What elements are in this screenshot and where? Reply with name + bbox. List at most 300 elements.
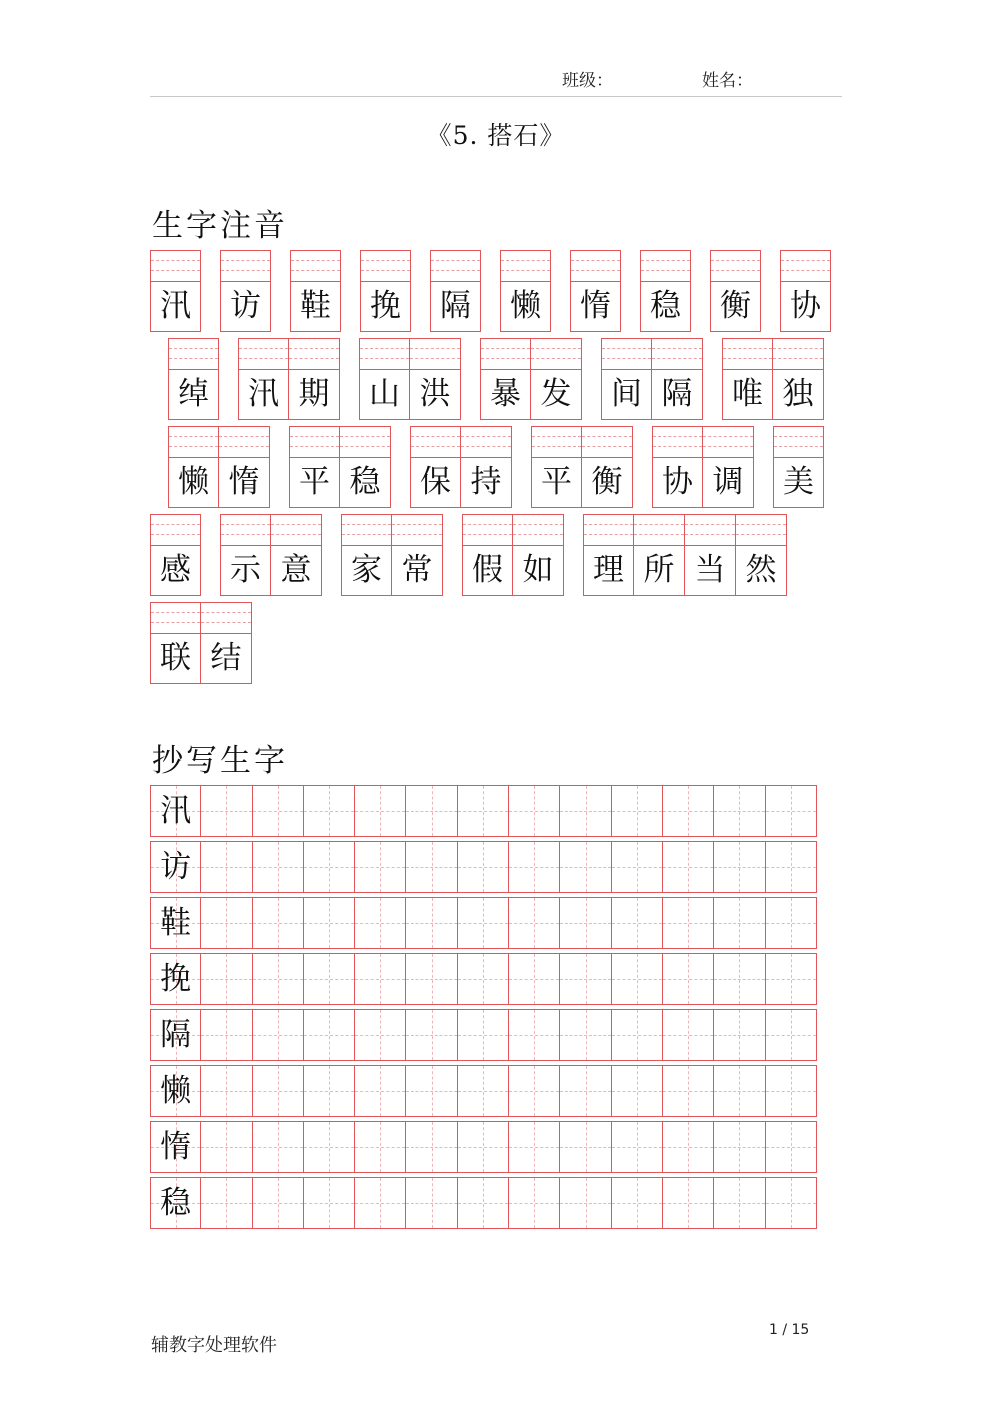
guide-line xyxy=(406,923,456,924)
guide-line xyxy=(663,867,713,868)
guide-line xyxy=(304,1035,354,1036)
pinyin-word-group xyxy=(168,426,270,508)
guide-line xyxy=(766,1147,816,1148)
writing-box[interactable] xyxy=(253,1009,304,1061)
tianzige-cell xyxy=(150,250,201,332)
hanzi-char: 洪 xyxy=(419,376,451,412)
pinyin-blank[interactable] xyxy=(571,251,620,282)
tianzige-cell xyxy=(500,250,551,332)
hanzi-char: 期 xyxy=(298,376,330,412)
guide-line xyxy=(201,1203,251,1204)
writing-box[interactable] xyxy=(766,1177,817,1229)
pinyin-blank[interactable] xyxy=(360,339,409,370)
writing-box[interactable] xyxy=(304,897,355,949)
tianzige-cell xyxy=(238,338,289,420)
pinyin-blank[interactable] xyxy=(342,515,391,546)
model-char: 惰 xyxy=(160,1128,192,1165)
guide-line xyxy=(253,1091,303,1092)
tianzige-cell xyxy=(341,514,392,596)
writing-box[interactable] xyxy=(304,785,355,837)
writing-box[interactable] xyxy=(663,1009,714,1061)
pinyin-word-group xyxy=(360,250,411,332)
pinyin-blank[interactable] xyxy=(169,339,218,370)
hanzi-char: 美 xyxy=(783,464,814,500)
pinyin-word-group xyxy=(150,250,201,332)
hanzi-char: 协 xyxy=(790,288,821,324)
pinyin-blank[interactable] xyxy=(392,515,442,546)
pinyin-word-group xyxy=(341,514,443,596)
guide-line xyxy=(766,923,816,924)
writing-box[interactable] xyxy=(304,1177,355,1229)
hanzi-char: 稳 xyxy=(650,288,681,324)
pinyin-blank[interactable] xyxy=(290,427,339,458)
tianzige-cell xyxy=(531,426,582,508)
guide-line xyxy=(458,979,508,980)
writing-box[interactable] xyxy=(663,1065,714,1117)
writing-box[interactable] xyxy=(509,1177,560,1229)
writing-box[interactable] xyxy=(560,1009,611,1061)
guide-line xyxy=(406,811,456,812)
guide-line xyxy=(253,1147,303,1148)
pinyin-blank[interactable] xyxy=(151,603,200,634)
writing-box[interactable] xyxy=(509,785,560,837)
tianzige-cell xyxy=(168,338,219,420)
guide-line xyxy=(253,979,303,980)
hanzi-char: 鞋 xyxy=(300,288,331,324)
guide-line xyxy=(560,811,610,812)
writing-box[interactable] xyxy=(201,897,252,949)
guide-line xyxy=(406,1035,456,1036)
guide-line xyxy=(509,1203,559,1204)
pinyin-blank[interactable] xyxy=(271,515,321,546)
guide-line xyxy=(560,923,610,924)
writing-box[interactable] xyxy=(612,1177,663,1229)
guide-line xyxy=(766,979,816,980)
guide-line xyxy=(663,1203,713,1204)
section-title-copy: 抄写生字 xyxy=(152,743,288,779)
pinyin-blank[interactable] xyxy=(340,427,390,458)
guide-line xyxy=(663,1035,713,1036)
pinyin-word-group xyxy=(168,338,219,420)
writing-box[interactable] xyxy=(304,1009,355,1061)
guide-line xyxy=(560,979,610,980)
guide-line xyxy=(560,1035,610,1036)
writing-box[interactable] xyxy=(406,1121,457,1173)
tianzige-cell xyxy=(150,602,201,684)
guide-line xyxy=(355,923,405,924)
model-char-box xyxy=(150,1121,201,1173)
writing-box[interactable] xyxy=(766,1009,817,1061)
hanzi-char: 持 xyxy=(470,464,502,500)
guide-line xyxy=(304,1203,354,1204)
writing-box[interactable] xyxy=(355,897,406,949)
guide-line xyxy=(355,1147,405,1148)
pinyin-blank[interactable] xyxy=(169,427,218,458)
writing-box[interactable] xyxy=(612,841,663,893)
hanzi-char: 隔 xyxy=(661,376,693,412)
writing-box[interactable] xyxy=(766,1121,817,1173)
writing-box[interactable] xyxy=(253,1177,304,1229)
model-char-box xyxy=(150,1177,201,1229)
pinyin-blank[interactable] xyxy=(531,339,581,370)
writing-box[interactable] xyxy=(714,1065,765,1117)
guide-line xyxy=(201,1035,251,1036)
writing-box[interactable] xyxy=(509,953,560,1005)
writing-box[interactable] xyxy=(612,1065,663,1117)
model-char: 稳 xyxy=(160,1184,192,1221)
tianzige-cell xyxy=(685,514,736,596)
writing-box[interactable] xyxy=(406,1065,457,1117)
pinyin-blank[interactable] xyxy=(582,427,632,458)
writing-box[interactable] xyxy=(663,841,714,893)
model-char: 汛 xyxy=(160,792,192,829)
pinyin-blank[interactable] xyxy=(513,515,563,546)
pinyin-blank[interactable] xyxy=(361,251,410,282)
pinyin-blank[interactable] xyxy=(584,515,633,546)
pinyin-word-group xyxy=(780,250,831,332)
guide-line xyxy=(714,1035,764,1036)
writing-box[interactable] xyxy=(663,1177,714,1229)
guide-line xyxy=(663,979,713,980)
hanzi-char: 示 xyxy=(230,552,261,588)
model-char: 挽 xyxy=(160,960,192,997)
writing-box[interactable] xyxy=(663,897,714,949)
pinyin-blank[interactable] xyxy=(411,427,460,458)
pinyin-blank[interactable] xyxy=(151,251,200,282)
writing-box[interactable] xyxy=(663,1121,714,1173)
writing-box[interactable] xyxy=(406,897,457,949)
guide-line xyxy=(612,1035,662,1036)
hanzi-char: 山 xyxy=(369,376,400,412)
guide-line xyxy=(766,1091,816,1092)
pinyin-blank[interactable] xyxy=(532,427,581,458)
pinyin-blank[interactable] xyxy=(289,339,339,370)
writing-box[interactable] xyxy=(766,785,817,837)
pinyin-word-group xyxy=(220,250,271,332)
tianzige-cell xyxy=(359,338,410,420)
guide-line xyxy=(355,811,405,812)
pinyin-blank[interactable] xyxy=(221,251,270,282)
guide-line xyxy=(458,923,508,924)
tianzige-cell xyxy=(360,250,411,332)
hanzi-char: 理 xyxy=(593,552,624,588)
writing-box[interactable] xyxy=(509,841,560,893)
writing-box[interactable] xyxy=(612,1121,663,1173)
writing-box[interactable] xyxy=(560,1121,611,1173)
hanzi-char: 汛 xyxy=(248,376,279,412)
pinyin-blank[interactable] xyxy=(774,427,823,458)
hanzi-char: 如 xyxy=(522,552,554,588)
pinyin-blank[interactable] xyxy=(736,515,786,546)
model-char: 懒 xyxy=(160,1072,192,1109)
pinyin-blank[interactable] xyxy=(703,427,753,458)
pinyin-blank[interactable] xyxy=(461,427,511,458)
tianzige-cell xyxy=(652,426,703,508)
pinyin-blank[interactable] xyxy=(685,515,735,546)
writing-box[interactable] xyxy=(509,897,560,949)
guide-line xyxy=(714,923,764,924)
guide-line xyxy=(612,811,662,812)
page-number: 1 / 15 xyxy=(769,1322,810,1338)
pinyin-blank[interactable] xyxy=(634,515,684,546)
pinyin-word-group xyxy=(710,250,761,332)
tianzige-cell xyxy=(640,250,691,332)
writing-box[interactable] xyxy=(458,897,509,949)
pinyin-word-group xyxy=(652,426,754,508)
pinyin-blank[interactable] xyxy=(291,251,340,282)
writing-box[interactable] xyxy=(458,1065,509,1117)
writing-box[interactable] xyxy=(509,1121,560,1173)
hanzi-char: 常 xyxy=(401,552,433,588)
writing-box[interactable] xyxy=(304,1065,355,1117)
writing-box[interactable] xyxy=(560,897,611,949)
writing-box[interactable] xyxy=(355,1065,406,1117)
writing-box[interactable] xyxy=(458,1177,509,1229)
tianzige-cell xyxy=(290,250,341,332)
tianzige-cell xyxy=(392,514,443,596)
pinyin-blank[interactable] xyxy=(221,515,270,546)
tianzige-cell xyxy=(219,426,270,508)
copy-row xyxy=(150,785,817,837)
model-char: 访 xyxy=(160,848,192,885)
model-char-box xyxy=(150,897,201,949)
pinyin-blank[interactable] xyxy=(151,515,200,546)
writing-box[interactable] xyxy=(714,785,765,837)
guide-line xyxy=(406,1091,456,1092)
writing-box[interactable] xyxy=(406,1009,457,1061)
writing-box[interactable] xyxy=(201,841,252,893)
hanzi-char: 当 xyxy=(694,552,726,588)
pinyin-blank[interactable] xyxy=(463,515,512,546)
writing-box[interactable] xyxy=(714,897,765,949)
hanzi-char: 稳 xyxy=(349,464,381,500)
guide-line xyxy=(766,1203,816,1204)
hanzi-char: 间 xyxy=(611,376,642,412)
writing-box[interactable] xyxy=(253,897,304,949)
pinyin-blank[interactable] xyxy=(602,339,651,370)
tianzige-cell xyxy=(220,514,271,596)
copy-row xyxy=(150,897,817,949)
model-char-box xyxy=(150,953,201,1005)
hanzi-char: 假 xyxy=(472,552,503,588)
pinyin-blank[interactable] xyxy=(501,251,550,282)
hanzi-char: 绰 xyxy=(178,376,209,412)
tianzige-cell xyxy=(201,602,252,684)
hanzi-char: 汛 xyxy=(160,288,191,324)
pinyin-word-group xyxy=(601,338,703,420)
guide-line xyxy=(406,1147,456,1148)
hanzi-char: 惰 xyxy=(580,288,611,324)
guide-line xyxy=(201,979,251,980)
writing-box[interactable] xyxy=(509,1065,560,1117)
guide-line xyxy=(509,979,559,980)
pinyin-blank[interactable] xyxy=(410,339,460,370)
pinyin-blank[interactable] xyxy=(773,339,823,370)
footer-software: 辅教字处理软件 xyxy=(151,1335,277,1356)
model-char: 隔 xyxy=(160,1016,192,1053)
copy-row xyxy=(150,1121,817,1173)
writing-box[interactable] xyxy=(560,785,611,837)
tianzige-cell xyxy=(583,514,634,596)
hanzi-char: 衡 xyxy=(591,464,623,500)
document-title: 《5. 搭石》 xyxy=(426,121,566,150)
writing-box[interactable] xyxy=(304,1121,355,1173)
tianzige-cell xyxy=(582,426,633,508)
pinyin-blank[interactable] xyxy=(723,339,772,370)
pinyin-blank[interactable] xyxy=(239,339,288,370)
writing-box[interactable] xyxy=(560,1177,611,1229)
writing-box[interactable] xyxy=(560,1065,611,1117)
pinyin-word-group xyxy=(500,250,551,332)
guide-line xyxy=(201,1147,251,1148)
guide-line xyxy=(304,979,354,980)
tianzige-cell xyxy=(430,250,481,332)
tianzige-cell xyxy=(410,338,461,420)
writing-box[interactable] xyxy=(458,841,509,893)
guide-line xyxy=(458,1035,508,1036)
section-title-pinyin: 生字注音 xyxy=(152,208,288,244)
pinyin-blank[interactable] xyxy=(201,603,251,634)
writing-box[interactable] xyxy=(304,841,355,893)
guide-line xyxy=(560,1203,610,1204)
writing-box[interactable] xyxy=(406,841,457,893)
guide-line xyxy=(406,867,456,868)
guide-line xyxy=(355,1091,405,1092)
guide-line xyxy=(406,1203,456,1204)
writing-box[interactable] xyxy=(612,785,663,837)
guide-line xyxy=(201,867,251,868)
writing-box[interactable] xyxy=(253,1065,304,1117)
pinyin-blank[interactable] xyxy=(652,339,702,370)
writing-box[interactable] xyxy=(560,953,611,1005)
model-char: 鞋 xyxy=(160,904,192,941)
guide-line xyxy=(714,979,764,980)
writing-box[interactable] xyxy=(766,953,817,1005)
writing-box[interactable] xyxy=(714,1121,765,1173)
pinyin-word-group xyxy=(570,250,621,332)
guide-line xyxy=(714,1147,764,1148)
guide-line xyxy=(509,1091,559,1092)
pinyin-word-group xyxy=(410,426,512,508)
guide-line xyxy=(612,923,662,924)
hanzi-char: 意 xyxy=(280,552,312,588)
writing-box[interactable] xyxy=(253,841,304,893)
pinyin-blank[interactable] xyxy=(219,427,269,458)
writing-box[interactable] xyxy=(406,1177,457,1229)
pinyin-blank[interactable] xyxy=(653,427,702,458)
tianzige-cell xyxy=(220,250,271,332)
writing-box[interactable] xyxy=(253,1121,304,1173)
guide-line xyxy=(766,867,816,868)
writing-box[interactable] xyxy=(560,841,611,893)
tianzige-cell xyxy=(480,338,531,420)
writing-box[interactable] xyxy=(201,1065,252,1117)
writing-box[interactable] xyxy=(406,785,457,837)
writing-box[interactable] xyxy=(663,953,714,1005)
writing-box[interactable] xyxy=(766,841,817,893)
writing-box[interactable] xyxy=(355,785,406,837)
tianzige-cell xyxy=(168,426,219,508)
guide-line xyxy=(766,1035,816,1036)
pinyin-word-group xyxy=(583,514,787,596)
pinyin-blank[interactable] xyxy=(481,339,530,370)
page-header xyxy=(150,62,842,97)
writing-box[interactable] xyxy=(355,1177,406,1229)
guide-line xyxy=(304,811,354,812)
writing-box[interactable] xyxy=(406,953,457,1005)
pinyin-word-group xyxy=(640,250,691,332)
writing-box[interactable] xyxy=(663,785,714,837)
pinyin-blank[interactable] xyxy=(711,251,760,282)
tianzige-cell xyxy=(271,514,322,596)
writing-box[interactable] xyxy=(355,841,406,893)
pinyin-word-group xyxy=(238,338,340,420)
writing-box[interactable] xyxy=(253,785,304,837)
model-char-box xyxy=(150,785,201,837)
writing-box[interactable] xyxy=(201,1121,252,1173)
guide-line xyxy=(560,1091,610,1092)
tianzige-cell xyxy=(773,426,824,508)
writing-box[interactable] xyxy=(201,1177,252,1229)
pinyin-blank[interactable] xyxy=(641,251,690,282)
guide-line xyxy=(355,867,405,868)
guide-line xyxy=(509,1147,559,1148)
hanzi-char: 懒 xyxy=(510,288,541,324)
writing-box[interactable] xyxy=(612,1009,663,1061)
guide-line xyxy=(304,1147,354,1148)
guide-line xyxy=(201,923,251,924)
hanzi-char: 协 xyxy=(662,464,693,500)
writing-box[interactable] xyxy=(253,953,304,1005)
guide-line xyxy=(406,979,456,980)
hanzi-char: 保 xyxy=(420,464,451,500)
writing-box[interactable] xyxy=(612,897,663,949)
tianzige-cell xyxy=(289,338,340,420)
guide-line xyxy=(714,867,764,868)
writing-box[interactable] xyxy=(612,953,663,1005)
class-label: 班级： xyxy=(562,71,613,91)
writing-box[interactable] xyxy=(714,1177,765,1229)
writing-box[interactable] xyxy=(458,1009,509,1061)
writing-box[interactable] xyxy=(201,785,252,837)
writing-box[interactable] xyxy=(714,1009,765,1061)
writing-box[interactable] xyxy=(355,1009,406,1061)
hanzi-char: 懒 xyxy=(178,464,209,500)
writing-box[interactable] xyxy=(714,953,765,1005)
pinyin-blank[interactable] xyxy=(781,251,830,282)
writing-box[interactable] xyxy=(458,953,509,1005)
pinyin-word-group xyxy=(773,426,824,508)
writing-box[interactable] xyxy=(355,953,406,1005)
guide-line xyxy=(304,1091,354,1092)
guide-line xyxy=(458,867,508,868)
writing-box[interactable] xyxy=(714,841,765,893)
writing-box[interactable] xyxy=(201,953,252,1005)
guide-line xyxy=(612,867,662,868)
writing-box[interactable] xyxy=(509,1009,560,1061)
pinyin-blank[interactable] xyxy=(431,251,480,282)
writing-box[interactable] xyxy=(304,953,355,1005)
guide-line xyxy=(663,1091,713,1092)
writing-box[interactable] xyxy=(201,1009,252,1061)
pinyin-word-group xyxy=(430,250,481,332)
writing-box[interactable] xyxy=(766,897,817,949)
writing-box[interactable] xyxy=(458,1121,509,1173)
writing-box[interactable] xyxy=(355,1121,406,1173)
writing-box[interactable] xyxy=(458,785,509,837)
writing-box[interactable] xyxy=(766,1065,817,1117)
guide-line xyxy=(253,1035,303,1036)
